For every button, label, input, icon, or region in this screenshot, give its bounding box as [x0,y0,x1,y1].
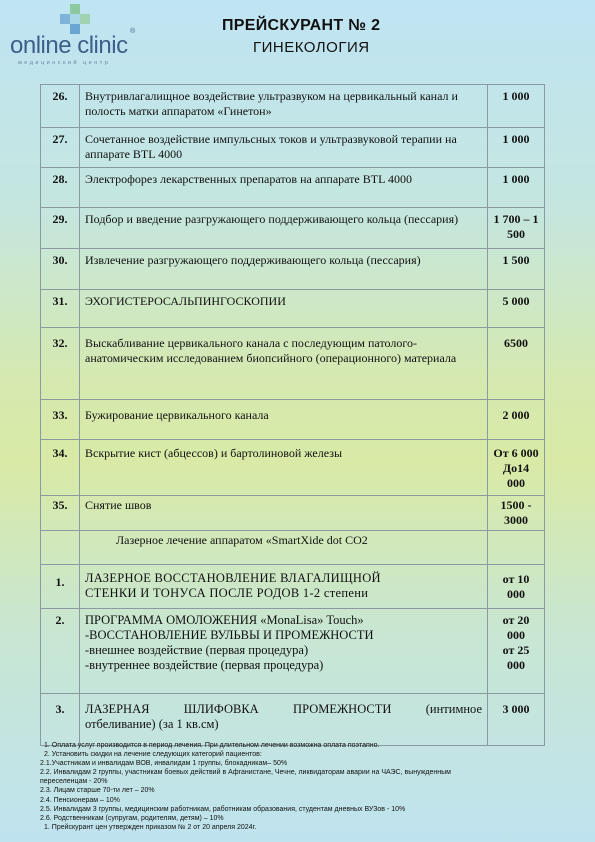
row-number: 3. [41,694,80,746]
row-number: 1. [41,565,80,609]
row-number: 34. [41,440,80,496]
table-row [41,440,545,496]
service-description: Извлечение разгружающего поддерживающего кольца (пессария) [80,249,488,290]
row-number: 27. [41,128,80,168]
service-price: 5 000 [488,290,545,328]
service-description: Сочетанное воздействие импульсных токов и ультразвуковой терапии на аппарате BTL 4000 [80,128,488,168]
table-row [41,565,545,609]
footnotes [40,741,560,832]
price-external: от 20 000 [502,613,530,642]
service-price: 6500 [488,328,545,400]
row-number: 33. [41,400,80,440]
table-row [41,208,545,249]
service-price: 1500 - 3000 [488,496,545,531]
row-number: 30. [41,249,80,290]
service-price: 1 000 [488,168,545,208]
section-heading-row [41,531,545,565]
logo-subtitle: медицинский центр [18,60,111,66]
laser-section-heading: Лазерное лечение аппаратом «SmartXide dot CO2 [80,531,488,565]
footnote: переселенцам - 20% [40,778,108,786]
service-price [488,440,545,496]
service-price: 3 000 [488,694,545,746]
service-price: 1 500 [488,249,545,290]
price-to: До14 000 [502,461,530,490]
logo-registered-mark: ® [130,28,136,35]
service-price: 1 000 [488,128,545,168]
service-description: Выскабливание цервикального канала с последующим патолого-анатомическим исследованием биопсийного (операционного) материала [80,328,488,400]
table-row [41,85,545,128]
service-description: ЛАЗЕРНОЕ ВОССТАНОВЛЕНИЕ ВЛАГАЛИЩНОЙ СТЕНКИ И ТОНУСА ПОСЛЕ РОДОВ 1-2 степени [80,565,488,609]
footnote: 2.6. Родственникам (супругам, родителям, детям) – 10% [40,814,224,822]
price-table [40,84,545,746]
table-row [41,328,545,400]
row-number: 35. [41,496,80,531]
service-description: Подбор и введение разгружающего поддерживающего кольца (пессария) [80,208,488,249]
page-title: ПРЕЙСКУРАНТ № 2 [222,17,381,34]
medical-cross-icon [60,4,90,34]
service-description: Внутривлагалищное воздействие ультразвуком на цервикальный канал и полость матки аппаратом «Гинетон» [80,85,488,128]
service-description: ЛАЗЕРНАЯ ШЛИФОВКА ПРОМЕЖНОСТИ (интимное отбеливание) (за 1 кв.см) [80,694,488,746]
service-price: 2 000 [488,400,545,440]
table-row [41,400,545,440]
service-description: ПРОГРАММА ОМОЛОЖЕНИЯ «MonaLisa» Touch» -ВОССТАНОВЛЕНИЕ ВУЛЬВЫ И ПРОМЕЖНОСТИ -внешнее воздействие (первая процедура) -внутреннее воздействие (первая процедура) [80,609,488,694]
table-row [41,694,545,746]
table-row [41,168,545,208]
row-number: 26. [41,85,80,128]
service-description: Вскрытие кист (абцессов) и бартолиновой железы [80,440,488,496]
table-row [41,249,545,290]
footnote: 1. Прейскурант цен утвержден приказом № 2 от 20 апреля 2024г. [44,823,257,831]
row-number: 2. [41,609,80,694]
row-number: 31. [41,290,80,328]
table-row [41,128,545,168]
service-price: от 10 000 [488,565,545,609]
service-price: 1 700 – 1 500 [488,208,545,249]
service-description: Снятие швов [80,496,488,531]
service-description: ЭХОГИСТЕРОСАЛЬПИНГОСКОПИИ [80,290,488,328]
row-number: 29. [41,208,80,249]
price-from: От 6 000 [493,446,539,460]
footnote: 1. Оплата услуг производится в период лечения. При длительном лечении возможна оплата поэтапно. [44,742,380,749]
service-price [488,609,545,694]
table-row [41,609,545,694]
footnote: 2.3. Лицам старше 70-ти лет – 20% [40,787,155,795]
service-description: Бужирование цервикального канала [80,400,488,440]
clinic-logo [10,4,150,64]
footnote: 2.5. Инвалидам 3 группы, медицинским работникам, работникам образования, студентам дневных ВУЗов - 10% [40,805,406,813]
footnote: 2.1.Участникам и инвалидам ВОВ, инвалидам 1 группы, блокадникам– 50% [40,760,288,768]
table-row [41,496,545,531]
row-number: 28. [41,168,80,208]
footnote: 2. Установить скидки на лечение следующих категорий пациентов: [44,751,262,759]
row-number: 32. [41,328,80,400]
logo-text: online clinic [10,32,128,59]
footnote: 2.2. Инвалидам 2 группы, участникам боевых действий в Афганистане, Чечне, ликвидаторам аварии на ЧАЭС, вынужденным [40,769,451,777]
service-description: Электрофорез лекарственных препаратов на аппарате BTL 4000 [80,168,488,208]
page-subtitle: ГИНЕКОЛОГИЯ [253,39,370,56]
table-row [41,290,545,328]
service-price: 1 000 [488,85,545,128]
footnote: 2.4. Пенсионерам – 10% [40,796,120,804]
price-internal: от 25 000 [502,643,530,672]
